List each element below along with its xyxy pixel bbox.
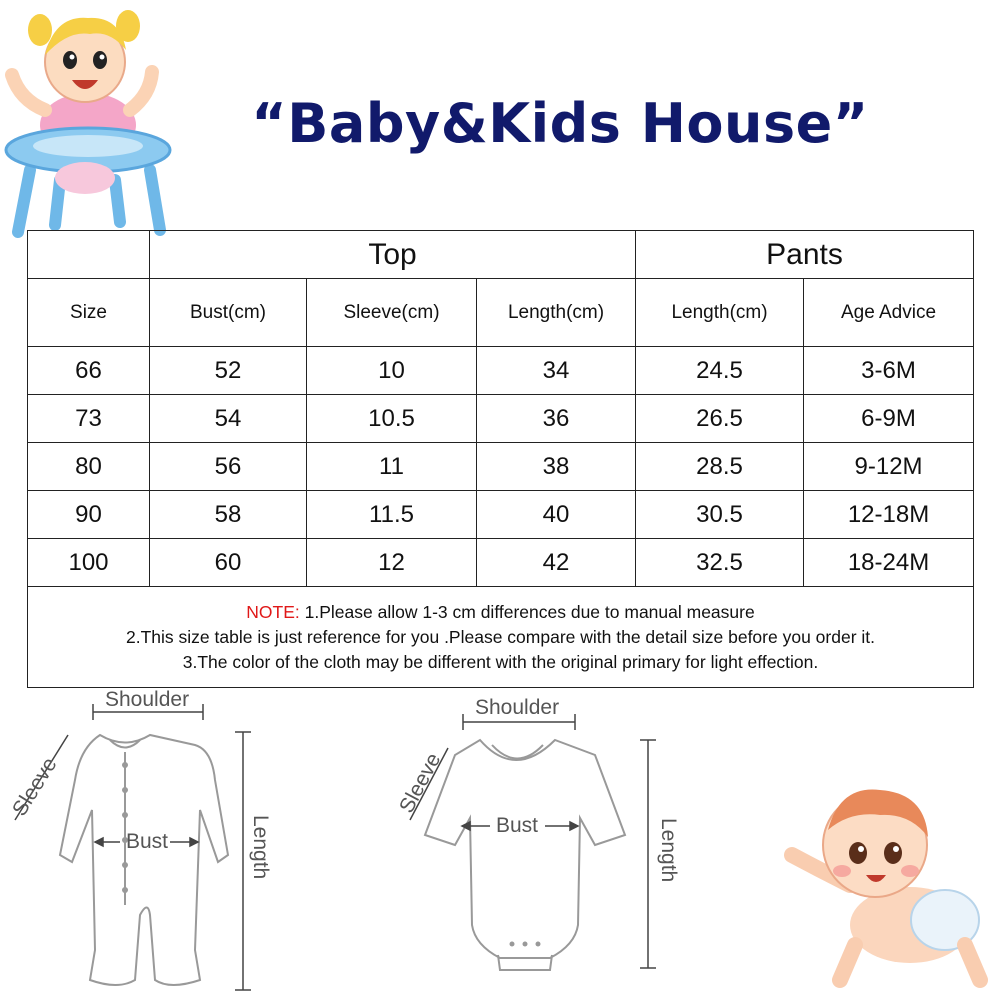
- table-cell: 12-18M: [804, 491, 974, 539]
- note-text: 1.Please allow 1-3 cm differences due to manual measure: [299, 601, 755, 622]
- romper-length-label: Length: [249, 815, 272, 880]
- table-cell: 34: [477, 347, 636, 395]
- column-header: Bust(cm): [150, 279, 307, 347]
- bodysuit-outline: [380, 700, 680, 980]
- table-row: [28, 491, 974, 539]
- romper-bust-label: Bust: [126, 830, 169, 853]
- column-header: Length(cm): [477, 279, 636, 347]
- table-cell: 52: [150, 347, 307, 395]
- bodysuit-sleeve-label: Sleeve: [395, 749, 446, 817]
- table-cell: 9-12M: [804, 443, 974, 491]
- size-chart-table: [27, 230, 974, 688]
- table-cell: 42: [477, 539, 636, 587]
- table-cell: 80: [28, 443, 150, 491]
- group-cell-top: Top: [150, 231, 636, 279]
- brand-title: “Baby&Kids House”: [251, 92, 869, 155]
- table-cell: 100: [28, 539, 150, 587]
- table-cell: 66: [28, 347, 150, 395]
- table-row: [28, 443, 974, 491]
- table-cell: 10: [307, 347, 477, 395]
- bodysuit-length-label: Length: [657, 818, 680, 883]
- table-cell: 26.5: [636, 395, 804, 443]
- table-cell: 24.5: [636, 347, 804, 395]
- notes-row: [28, 587, 974, 688]
- table-cell: 12: [307, 539, 477, 587]
- group-cell-pants: Pants: [636, 231, 974, 279]
- table-cell: 32.5: [636, 539, 804, 587]
- romper-sleeve-label: Sleeve: [8, 753, 62, 821]
- table-cell: 54: [150, 395, 307, 443]
- table-cell: 40: [477, 491, 636, 539]
- table-cell: 56: [150, 443, 307, 491]
- table-cell: 73: [28, 395, 150, 443]
- column-header: Length(cm): [636, 279, 804, 347]
- table-cell: 11.5: [307, 491, 477, 539]
- column-header: Size: [28, 279, 150, 347]
- table-cell: 58: [150, 491, 307, 539]
- table-cell: 36: [477, 395, 636, 443]
- table-cell: 18-24M: [804, 539, 974, 587]
- note-line-2: 2.This size table is just reference for you .Please compare with the detail size before you order it.: [126, 626, 875, 647]
- column-header: Sleeve(cm): [307, 279, 477, 347]
- table-row: [28, 395, 974, 443]
- table-cell: 90: [28, 491, 150, 539]
- baby-walker-illustration: [0, 0, 175, 240]
- group-cell-empty: [28, 231, 150, 279]
- romper-shoulder-label: Shoulder: [105, 688, 190, 711]
- table-cell: 60: [150, 539, 307, 587]
- note-line-3: 3.The color of the cloth may be different with the original primary for light effection.: [182, 651, 819, 672]
- column-header: Age Advice: [804, 279, 974, 347]
- table-cell: 3-6M: [804, 347, 974, 395]
- table-header-row: [28, 279, 974, 347]
- note-label: NOTE:: [246, 601, 300, 622]
- table-cell: 30.5: [636, 491, 804, 539]
- table-cell: 11: [307, 443, 477, 491]
- table-cell: 6-9M: [804, 395, 974, 443]
- table-cell: 38: [477, 443, 636, 491]
- bodysuit-bust-label: Bust: [496, 814, 539, 837]
- crawling-baby-illustration: [780, 775, 995, 995]
- table-group-row: [28, 231, 974, 279]
- note-line-1: [28, 600, 973, 625]
- table-row: [28, 539, 974, 587]
- notes-cell: [28, 587, 974, 688]
- table-cell: 10.5: [307, 395, 477, 443]
- bodysuit-shoulder-label: Shoulder: [475, 696, 560, 719]
- table-row: [28, 347, 974, 395]
- table-cell: 28.5: [636, 443, 804, 491]
